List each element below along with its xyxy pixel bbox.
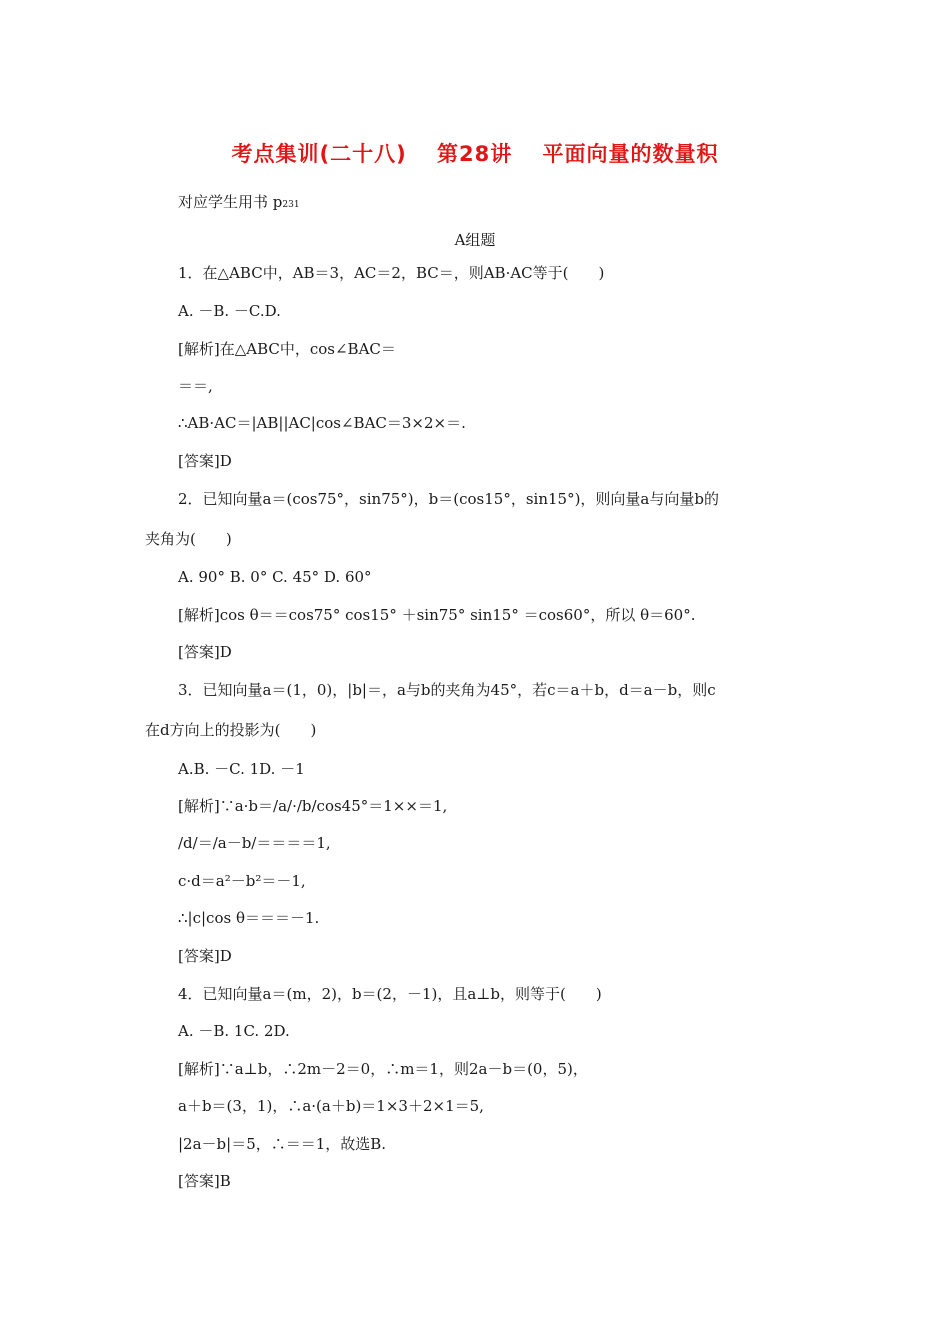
page-title: 考点集训(二十八) 第28讲 平面向量的数量积	[231, 142, 719, 166]
q4-options: A. －B. 1C. 2D.	[178, 1022, 290, 1040]
q2-stem-2: 夹角为( )	[145, 530, 232, 548]
q2-analysis: [解析]cos θ＝＝cos75° cos15° ＋sin75° sin15° ＝cos60°，所以 θ＝60°.	[178, 606, 696, 624]
q2-options: A. 90° B. 0° C. 45° D. 60°	[178, 568, 372, 586]
q3-analysis-4: ∴|c|cos θ＝＝＝－1.	[178, 909, 320, 927]
q3-analysis-3: c·d＝a²－b²＝－1,	[178, 872, 306, 890]
source-text: 对应学生用书 p	[178, 193, 283, 211]
source-page: 231	[282, 200, 300, 210]
q3-stem-1: 3．已知向量a＝(1，0)，|b|＝，a与b的夹角为45°，若c＝a＋b，d＝a－b，则c	[178, 681, 716, 699]
q4-answer: [答案]B	[178, 1172, 231, 1190]
source-reference	[178, 192, 300, 215]
q4-analysis-2: a＋b＝(3，1)，∴a·(a＋b)＝1×3＋2×1＝5,	[178, 1097, 484, 1115]
q3-stem-2: 在d方向上的投影为( )	[145, 721, 317, 739]
q1-options: A. －B. －C.D.	[178, 302, 281, 320]
q4-analysis-3: |2a－b|＝5，∴＝＝1，故选B.	[178, 1135, 387, 1153]
q1-stem: 1．在△ABC中，AB＝3，AC＝2，BC＝，则AB·AC等于( )	[178, 264, 605, 282]
q1-analysis-2: ＝＝,	[178, 377, 213, 395]
group-heading: A组题	[454, 231, 496, 249]
q1-analysis-1: [解析]在△ABC中，cos∠BAC＝	[178, 340, 396, 358]
q2-answer: [答案]D	[178, 643, 232, 661]
q1-answer: [答案]D	[178, 452, 232, 470]
q3-analysis-1: [解析]∵a·b＝/a/·/b/cos45°＝1××＝1,	[178, 797, 448, 815]
q3-options: A.B. －C. 1D. －1	[178, 760, 305, 778]
q3-analysis-2: /d/＝/a－b/＝＝＝＝1,	[178, 834, 331, 852]
q4-analysis-1: [解析]∵a⊥b，∴2m－2＝0，∴m＝1，则2a－b＝(0，5)，	[178, 1060, 588, 1078]
q1-analysis-3: ∴AB·AC＝|AB||AC|cos∠BAC＝3×2×＝.	[178, 414, 466, 432]
q3-answer: [答案]D	[178, 947, 232, 965]
q4-stem: 4．已知向量a＝(m，2)，b＝(2，－1)，且a⊥b，则等于( )	[178, 985, 602, 1003]
q2-stem-1: 2．已知向量a＝(cos75°，sin75°)，b＝(cos15°，sin15°)，则向量a与向量b的	[178, 490, 719, 508]
